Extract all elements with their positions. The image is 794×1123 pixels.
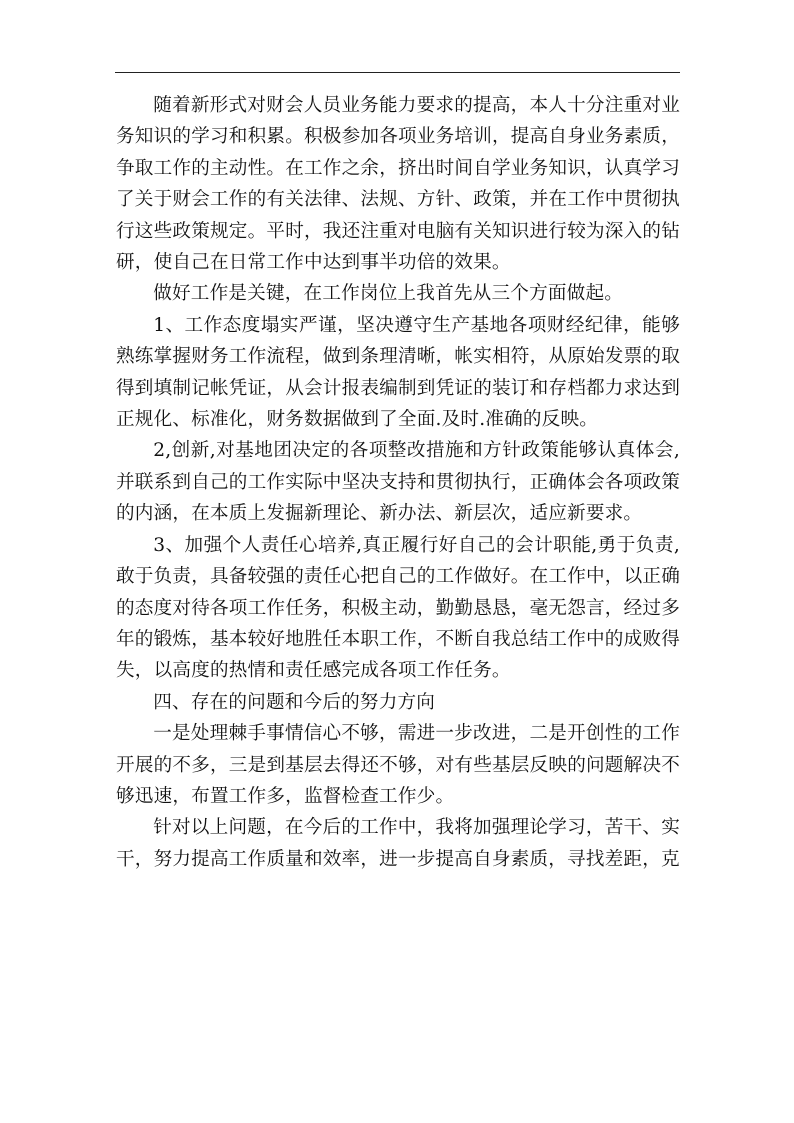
- paragraph-point-2: 2,创新,对基地团决定的各项整改措施和方针政策能够认真体会,并联系到自己的工作实际中坚决支持和贯彻执行，正确体会各项政策的内涵，在本质上发掘新理论、新办法、新层次，适应新要求。: [116, 440, 680, 525]
- paragraph-problems: 一是处理棘手事情信心不够，需进一步改进，二是开创性的工作开展的不多，三是到基层去得还不够，对有些基层反映的问题解决不够迅速，布置工作多，监督检查工作少。: [116, 723, 680, 807]
- header-rule: [115, 72, 680, 73]
- document-body: [116, 90, 680, 875]
- paragraph-three-aspects: 做好工作是关键，在工作岗位上我首先从三个方面做起。: [153, 283, 624, 305]
- paragraph-point-3: 3、加强个人责任心培养,真正履行好自己的会计职能,勇于负责,敢于负责，具备较强的责任心把自己的工作做好。在工作中，以正确的态度对待各项工作任务，积极主动，勤勤恳恳，毫无怨言，经过多年的锻炼，基本较好地胜任本职工作，不断自我总结工作中的成败得失，以高度的热情和责任感完成各项工作任务。: [116, 534, 680, 682]
- section-heading-problems: 四、存在的问题和今后的努力方向: [153, 691, 436, 713]
- paragraph-point-1: 1、工作态度塌实严谨，坚决遵守生产基地各项财经纪律，能够熟练掌握财务工作流程，做到条理清晰，帐实相符，从原始发票的取得到填制记帐凭证，从会计报表编制到凭证的装订和存档都力求达到正规化、标准化，财务数据做到了全面.及时.准确的反映。: [116, 314, 680, 431]
- paragraph-improvements: 针对以上问题，在今后的工作中，我将加强理论学习，苦干、实干，努力提高工作质量和效率，进一步提高自身素质，寻找差距，克: [116, 817, 680, 870]
- paragraph-study: 随着新形式对财会人员业务能力要求的提高，本人十分注重对业务知识的学习和积累。积极参加各项业务培训，提高自身业务素质，争取工作的主动性。在工作之余，挤出时间自学业务知识，认真学习了关于财会工作的有关法律、法规、方针、政策，并在工作中贯彻执行这些政策规定。平时，我还注重对电脑有关知识进行较为深入的钻研，使自己在日常工作中达到事半功倍的效果。: [116, 95, 680, 274]
